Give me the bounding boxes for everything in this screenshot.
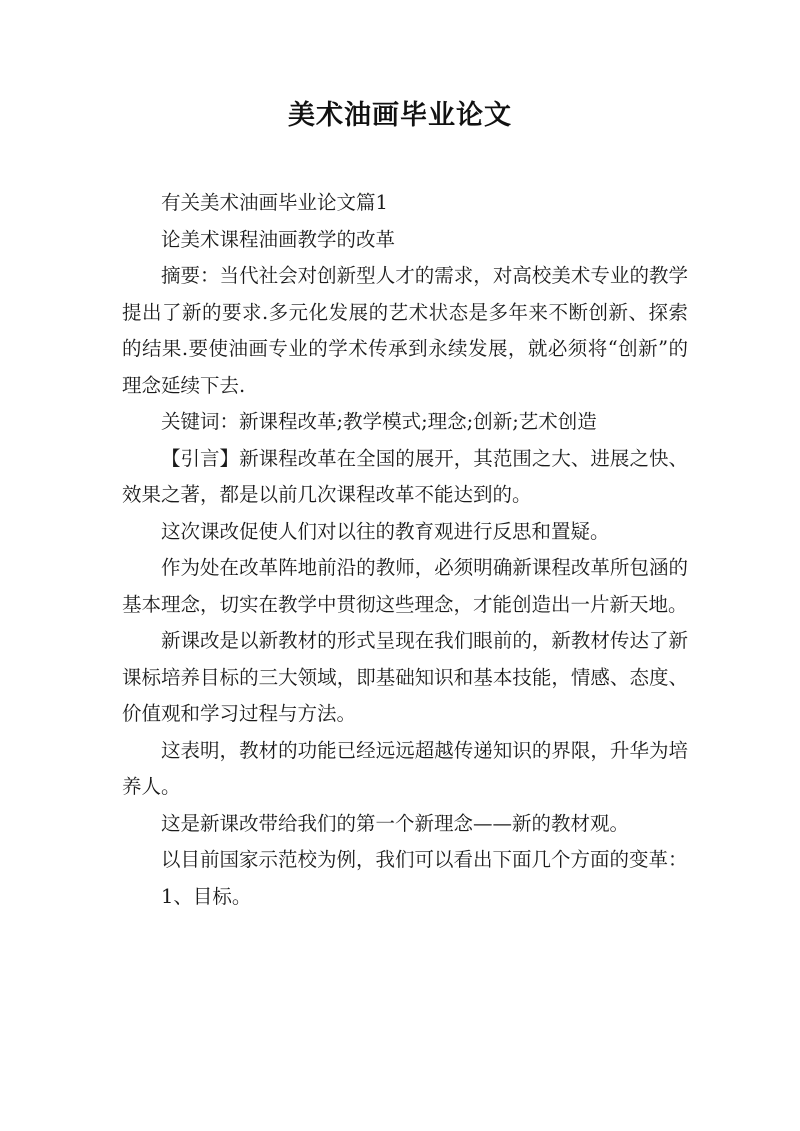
paragraph-list-item: 1、目标。 <box>161 884 252 908</box>
document-body <box>122 185 688 915</box>
paragraph-body: 新课改是以新教材的形式呈现在我们眼前的，新教材传达了新课标培养目标的三大领域，即基础知识和基本技能，情感、态度、价值观和学习过程与方法。 <box>122 629 688 725</box>
paragraph-article-title: 论美术课程油画教学的改革 <box>161 227 396 251</box>
paragraph-body: 这表明，教材的功能已经远远超越传递知识的界限，升华为培养人。 <box>122 738 688 798</box>
paragraph-body: 这次课改促使人们对以往的教育观进行反思和置疑。 <box>161 519 610 543</box>
document-title: 美术油画毕业论文 <box>288 100 512 131</box>
paragraph-section-heading: 有关美术油画毕业论文篇1 <box>161 191 388 214</box>
paragraph-abstract: 摘要：当代社会对创新型人才的需求，对高校美术专业的教学提出了新的要求.多元化发展的艺术状态是多年来不断创新、探索的结果.要使油画专业的学术传承到永续发展，就必须将“创新”的理念延续下去. <box>122 264 688 397</box>
paragraph-keywords: 关键词：新课程改革;教学模式;理念;创新;艺术创造 <box>161 410 597 433</box>
paragraph-body: 以目前国家示范校为例，我们可以看出下面几个方面的变革： <box>161 848 688 871</box>
paragraph-introduction: 【引言】新课程改革在全国的展开，其范围之大、进展之快、效果之著，都是以前几次课程改革不能达到的。 <box>122 446 688 506</box>
paragraph-body: 这是新课改带给我们的第一个新理念——新的教材观。 <box>161 811 630 835</box>
paragraph-body: 作为处在改革阵地前沿的教师，必须明确新课程改革所包涵的基本理念，切实在教学中贯彻这些理念，才能创造出一片新天地。 <box>122 556 688 616</box>
